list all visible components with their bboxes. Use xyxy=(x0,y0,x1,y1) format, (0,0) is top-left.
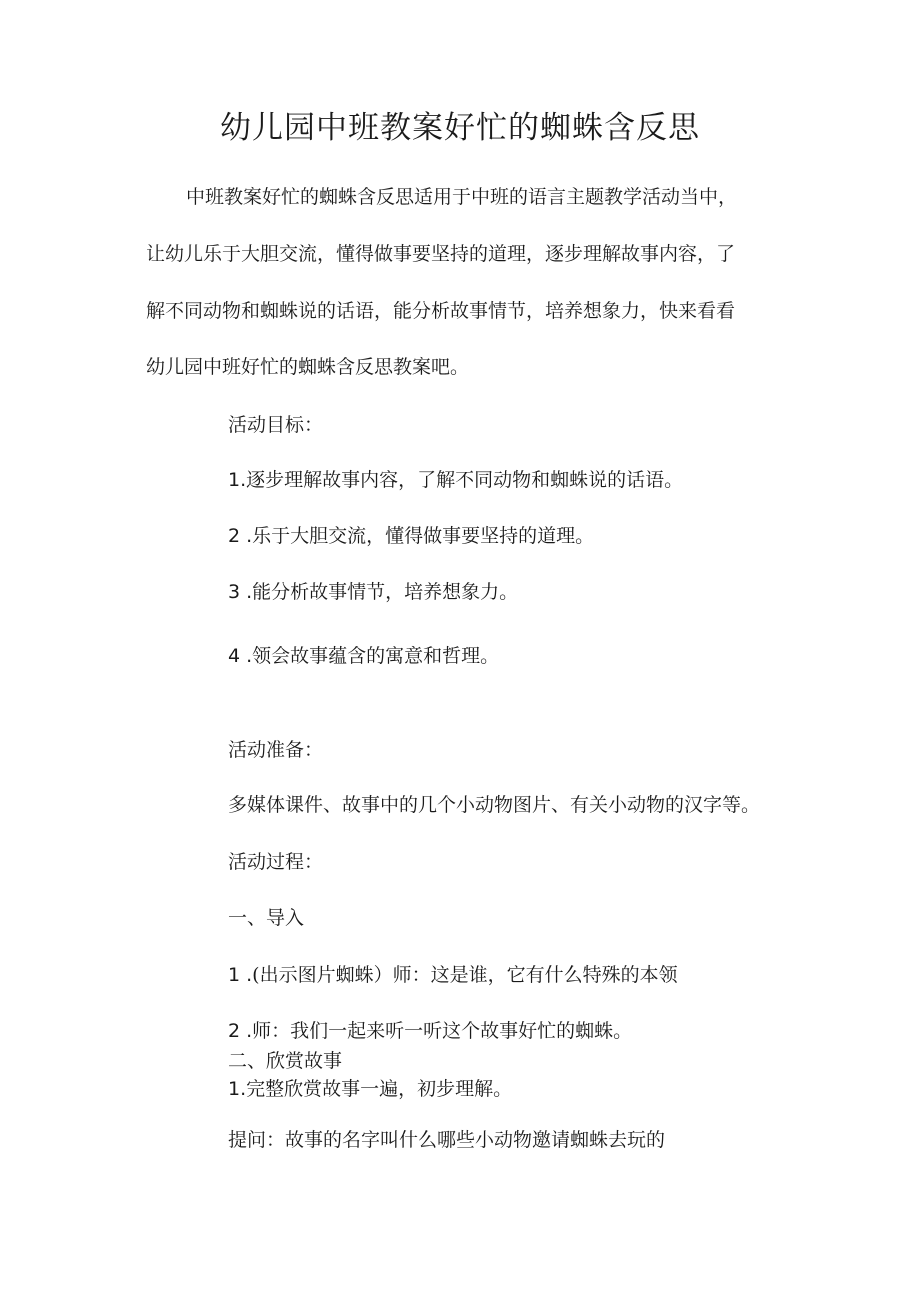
section2-heading: 二、欣赏故事 xyxy=(228,1050,343,1072)
section2-item-1 xyxy=(228,1074,512,1101)
goal-item-1 xyxy=(228,465,683,492)
item-number: 1 . xyxy=(228,964,253,986)
item-number: 2 . xyxy=(228,1020,253,1042)
goal-number: 4 . xyxy=(228,645,253,667)
goal-number: 2 . xyxy=(228,525,253,547)
goal-number: 1. xyxy=(228,469,247,491)
goal-item-4 xyxy=(228,641,499,668)
document-title: 幼儿园中班教案好忙的蜘蛛含反思 xyxy=(220,110,700,146)
section1-item-2 xyxy=(228,1016,632,1043)
item-number: 1. xyxy=(228,1078,247,1100)
goal-text: 能分析故事情节，培养想象力。 xyxy=(252,581,519,603)
goal-number: 3 . xyxy=(228,581,253,603)
prep-heading: 活动准备： xyxy=(228,739,324,761)
question-text: 提问：故事的名字叫什么哪些小动物邀请蜘蛛去玩的 xyxy=(228,1129,666,1151)
goal-item-2 xyxy=(228,521,594,548)
goal-item-3 xyxy=(228,577,518,604)
item-text: 师：我们一起来听一听这个故事好忙的蜘蛛。 xyxy=(252,1020,633,1042)
section1-item-1 xyxy=(228,960,678,987)
intro-line-1: 中班教案好忙的蜘蛛含反思适用于中班的语言主题教学活动当中， xyxy=(186,186,738,208)
item-text: (出示图片蜘蛛）师：这是谁，它有什么特殊的本领 xyxy=(252,964,678,986)
goal-text: 逐步理解故事内容，了解不同动物和蜘蛛说的话语。 xyxy=(246,469,684,491)
goal-text: 乐于大胆交流，懂得做事要坚持的道理。 xyxy=(252,525,595,547)
section1-heading: 一、导入 xyxy=(228,907,305,929)
intro-line-4: 幼儿园中班好忙的蜘蛛含反思教案吧。 xyxy=(146,356,470,378)
intro-line-3: 解不同动物和蜘蛛说的话语，能分析故事情节，培养想象力，快来看看 xyxy=(146,300,736,322)
prep-text: 多媒体课件、故事中的几个小动物图片、有关小动物的汉字等。 xyxy=(228,794,761,816)
process-heading: 活动过程： xyxy=(228,851,324,873)
goals-heading: 活动目标： xyxy=(228,414,324,436)
item-text: 完整欣赏故事一遍，初步理解。 xyxy=(246,1078,513,1100)
intro-line-2: 让幼儿乐于大胆交流，懂得做事要坚持的道理，逐步理解故事内容，了 xyxy=(146,243,736,265)
goal-text: 领会故事蕴含的寓意和哲理。 xyxy=(252,645,500,667)
